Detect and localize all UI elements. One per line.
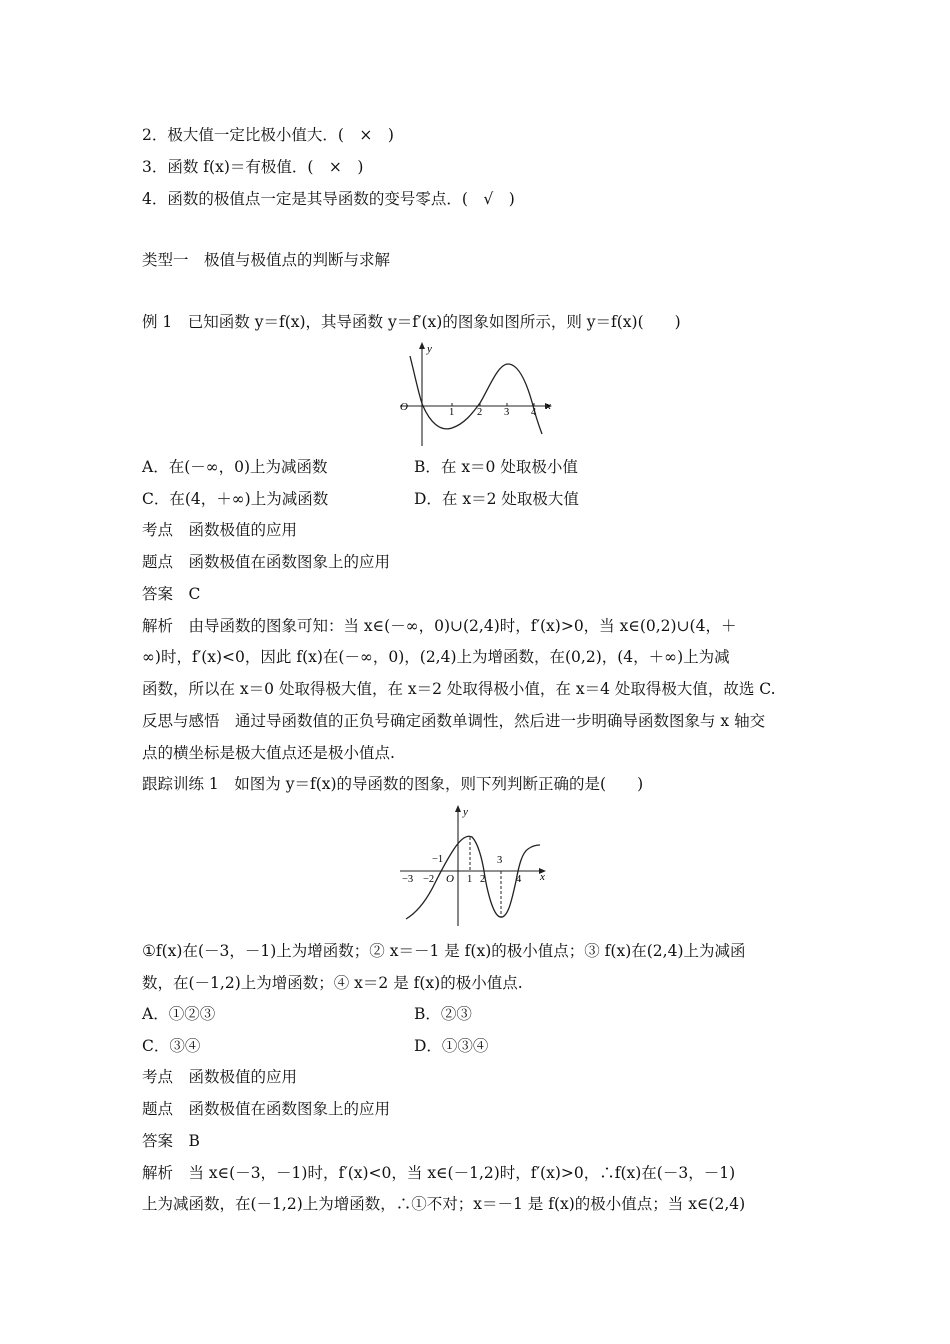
- training-1-statement-1: ①f(x)在(－3，－1)上为增函数；② x＝－1 是 f(x)的极小值点；③ f(x)在(2,4)上为减函: [142, 942, 746, 960]
- tick-2: 2: [480, 874, 486, 885]
- example-1-option-b: B．在 x＝0 处取极小值: [414, 458, 578, 476]
- training-1-option-a: A．①②③: [142, 1005, 216, 1023]
- example-1-analysis-3: 函数，所以在 x＝0 处取得极大值，在 x＝2 处取得极小值，在 x＝4 处取得极大值，故选 C.: [142, 680, 776, 698]
- x-axis-label: x: [546, 400, 551, 412]
- tick-2: 2: [477, 407, 483, 418]
- training-1-analysis-1: 解析 当 x∈(－3，－1)时，f′(x)<0，当 x∈(－1,2)时，f′(x)>0，∴f(x)在(－3，－1): [142, 1164, 736, 1182]
- example-1-analysis-1: 解析 由导函数的图象可知：当 x∈(－∞，0)∪(2,4)时，f′(x)>0，当 x∈(0,2)∪(4，＋: [142, 617, 737, 635]
- example-1-answer: 答案 C: [142, 585, 201, 603]
- y-axis-arrow: [455, 805, 461, 812]
- judge-item-2: 2．极大值一定比极小值大．( × ): [142, 126, 394, 144]
- judge-item-3: 3．函数 f(x)＝有极值．( × ): [142, 158, 364, 176]
- training-1-statement-2: 数，在(－1,2)上为增函数；④ x＝2 是 f(x)的极小值点.: [142, 974, 523, 992]
- training-1-option-b: B．②③: [414, 1005, 472, 1023]
- training-1-answer: 答案 B: [142, 1132, 200, 1150]
- tick-1: 1: [467, 874, 473, 885]
- judge-item-4: 4．函数的极值点一定是其导函数的变号零点．( √ ): [142, 190, 515, 208]
- example-1-reflection-2: 点的横坐标是极大值点还是极小值点.: [142, 744, 395, 762]
- training-1-option-c: C．③④: [142, 1037, 201, 1055]
- tick-3: 3: [504, 407, 510, 418]
- example-1-option-d: D．在 x＝2 处取极大值: [414, 490, 579, 508]
- training-1-kaodian: 考点 函数极值的应用: [142, 1068, 298, 1086]
- origin-label: O: [400, 401, 408, 413]
- section-title: 类型一 极值与极值点的判断与求解: [142, 251, 391, 269]
- training-1-tidian: 题点 函数极值在函数图象上的应用: [142, 1100, 391, 1118]
- training-1-option-d: D．①③④: [414, 1037, 489, 1055]
- tick-neg2: −2: [423, 874, 435, 885]
- training-1-question: 跟踪训练 1 如图为 y＝f(x)的导函数的图象，则下列判断正确的是( ): [142, 775, 644, 793]
- example-1-reflection-1: 反思与感悟 通过导函数值的正负号确定函数单调性，然后进一步明确导函数图象与 x 轴交: [142, 712, 766, 730]
- example-1-option-c: C．在(4，＋∞)上为减函数: [142, 490, 329, 508]
- example-1-tidian: 题点 函数极值在函数图象上的应用: [142, 553, 391, 571]
- training-1-analysis-2: 上为减函数，在(－1,2)上为增函数，∴①不对；x＝－1 是 f(x)的极小值点；当 x∈(2,4): [142, 1195, 746, 1213]
- tick-4: 4: [531, 407, 537, 418]
- y-axis-label: y: [463, 806, 468, 818]
- mark-neg1: −1: [432, 854, 444, 865]
- example-1-analysis-2: ∞)时，f′(x)<0，因此 f(x)在(－∞，0)，(2,4)上为增函数，在(0,2)，(4，＋∞)上为减: [142, 648, 730, 666]
- training-1-graph: [398, 803, 554, 928]
- example-1-question: 例 1 已知函数 y＝f(x)，其导函数 y＝f′(x)的图象如图所示，则 y＝f(x)( ): [142, 313, 681, 331]
- derivative-curve: [410, 356, 542, 434]
- y-axis-label: y: [427, 343, 432, 355]
- example-1-graph: [396, 340, 566, 452]
- mark-3: 3: [497, 855, 503, 866]
- tick-4: 4: [516, 874, 522, 885]
- origin-label: O: [446, 873, 454, 885]
- tick-1: 1: [449, 407, 455, 418]
- example-1-kaodian: 考点 函数极值的应用: [142, 521, 298, 539]
- example-1-option-a: A．在(－∞，0)上为减函数: [142, 458, 328, 476]
- x-axis-label: x: [540, 871, 545, 883]
- tick-neg3: −3: [402, 874, 414, 885]
- y-axis-arrow: [419, 342, 425, 349]
